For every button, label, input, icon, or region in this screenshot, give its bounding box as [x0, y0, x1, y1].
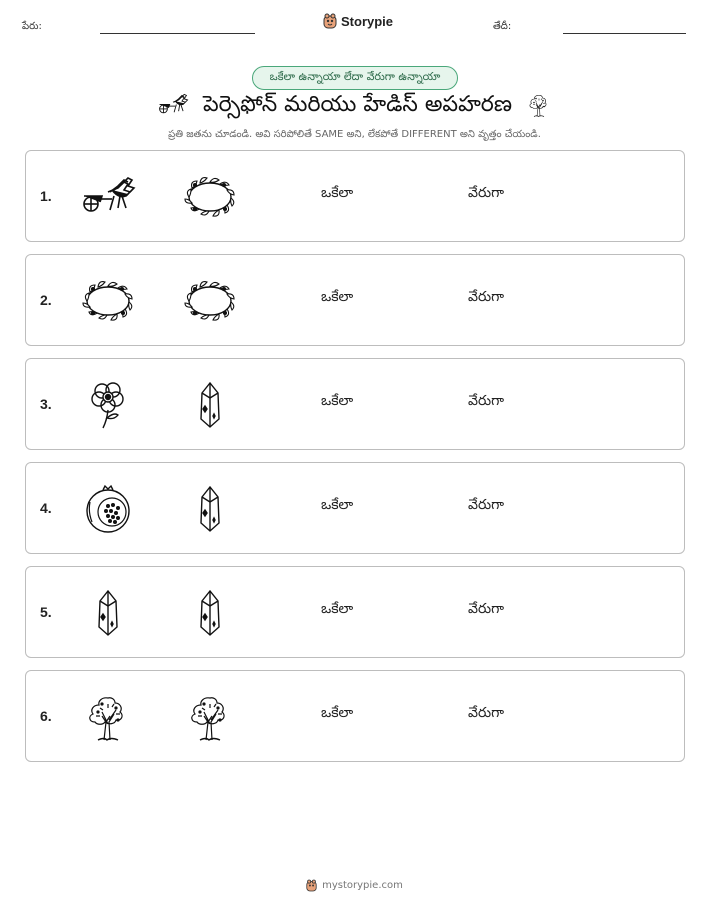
- comparison-row: [25, 670, 685, 762]
- date-field[interactable]: [563, 33, 686, 34]
- different-option[interactable]: వేరుగా: [468, 393, 504, 409]
- same-option[interactable]: ఒకేలా: [321, 393, 354, 409]
- tree-icon: [180, 692, 240, 742]
- different-option[interactable]: వేరుగా: [468, 601, 504, 617]
- comparison-row: [25, 566, 685, 658]
- worksheet-type-badge: ఒకేలా ఉన్నాయా లేదా వేరుగా ఉన్నాయా: [252, 66, 458, 90]
- brand-logo: [323, 13, 393, 29]
- brand-name: Storypie: [341, 13, 394, 29]
- row-number: 3.: [40, 396, 52, 412]
- comparison-row: [25, 254, 685, 346]
- same-option[interactable]: ఒకేలా: [321, 497, 354, 513]
- different-option[interactable]: వేరుగా: [468, 705, 504, 721]
- date-label: తేదీ:: [493, 21, 512, 32]
- title-tree-icon: [524, 90, 554, 124]
- same-option[interactable]: ఒకేలా: [321, 289, 354, 305]
- row-number: 6.: [40, 708, 52, 724]
- row-number: 5.: [40, 604, 52, 620]
- comparison-row: [25, 462, 685, 554]
- crystal-icon: [180, 588, 240, 638]
- different-option[interactable]: వేరుగా: [468, 497, 504, 513]
- comparison-row: [25, 358, 685, 450]
- chariot-icon: [78, 172, 138, 222]
- storypie-mascot-icon: [323, 13, 337, 29]
- row-number: 1.: [40, 188, 52, 204]
- same-option[interactable]: ఒకేలా: [321, 705, 354, 721]
- different-option[interactable]: వేరుగా: [468, 289, 504, 305]
- tree-icon: [78, 692, 138, 742]
- row-number: 4.: [40, 500, 52, 516]
- name-label: పేరు:: [22, 21, 42, 32]
- pomegranate-icon: [78, 484, 138, 534]
- crystal-icon: [180, 380, 240, 430]
- instruction-text: ప్రతి జతను చూడండి. అవి సరిపోలితే SAME అని, లేకపోతే DIFFERENT అని వృత్తం చేయండి.: [168, 129, 541, 140]
- footer: [0, 879, 709, 892]
- same-option[interactable]: ఒకేలా: [321, 601, 354, 617]
- wreath-icon: [78, 276, 138, 326]
- wreath-icon: [180, 276, 240, 326]
- footer-url: mystorypie.com: [322, 880, 403, 891]
- different-option[interactable]: వేరుగా: [468, 185, 504, 201]
- wreath-icon: [180, 172, 240, 222]
- same-option[interactable]: ఒకేలా: [321, 185, 354, 201]
- crystal-icon: [78, 588, 138, 638]
- page-title: పెర్సెఫోన్ మరియు హేడిస్ అపహరణ: [202, 92, 513, 117]
- row-number: 2.: [40, 292, 52, 308]
- crystal-icon: [180, 484, 240, 534]
- flower-icon: [78, 380, 138, 430]
- comparison-row: [25, 150, 685, 242]
- comparison-list: [25, 150, 685, 774]
- title-row: [0, 90, 709, 124]
- title-chariot-icon: [155, 91, 191, 123]
- storypie-mascot-icon: [306, 879, 317, 892]
- name-field[interactable]: [100, 33, 255, 34]
